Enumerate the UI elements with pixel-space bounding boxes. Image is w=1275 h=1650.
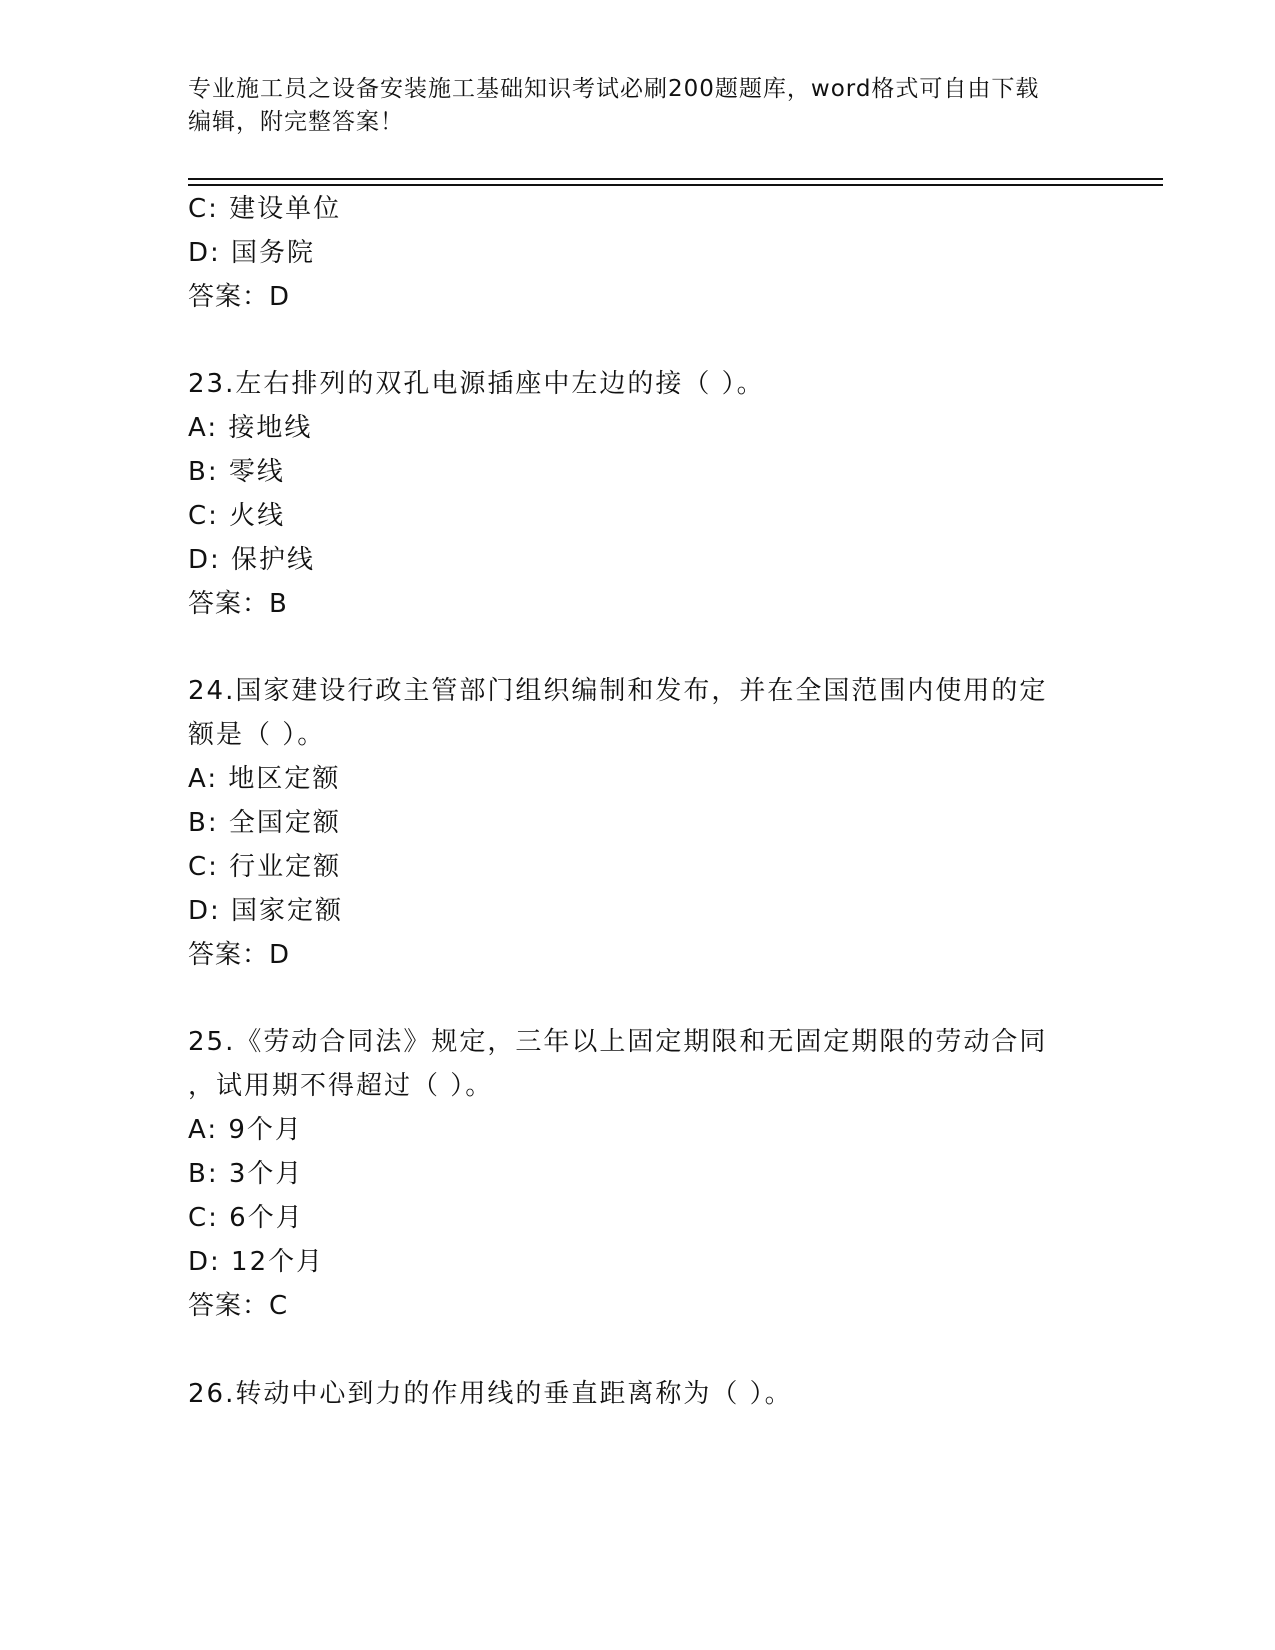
option-c: C: 6个月 xyxy=(188,1203,304,1233)
header-divider-bottom xyxy=(188,184,1163,186)
question-25-line-2: ，试用期不得超过（ ）。 xyxy=(188,1071,494,1101)
option-c: C: 火线 xyxy=(188,501,286,531)
option-a: A: 接地线 xyxy=(188,413,313,443)
option-d: D: 国家定额 xyxy=(188,896,344,926)
question-24-line-1: 24.国家建设行政主管部门组织编制和发布，并在全国范围内使用的定 xyxy=(188,676,1048,706)
option-b: B: 全国定额 xyxy=(188,808,341,838)
answer-line: 答案：B xyxy=(188,589,288,619)
question-26: 26.转动中心到力的作用线的垂直距离称为（ ）。 xyxy=(188,1379,793,1409)
option-c: C: 建设单位 xyxy=(188,194,342,224)
question-24-line-2: 额是（ ）。 xyxy=(188,720,326,750)
option-b: B: 3个月 xyxy=(188,1159,304,1189)
option-a: A: 9个月 xyxy=(188,1115,303,1145)
option-b: B: 零线 xyxy=(188,457,285,487)
header-divider-top xyxy=(188,178,1163,180)
question-23: 23.左右排列的双孔电源插座中左边的接（ ）。 xyxy=(188,369,765,399)
answer-line: 答案：D xyxy=(188,282,291,312)
answer-line: 答案：D xyxy=(188,940,291,970)
option-d: D: 国务院 xyxy=(188,238,316,268)
answer-line: 答案：C xyxy=(188,1291,289,1321)
option-d: D: 12个月 xyxy=(188,1247,325,1277)
option-c: C: 行业定额 xyxy=(188,852,342,882)
option-d: D: 保护线 xyxy=(188,545,316,575)
question-25-line-1: 25.《劳动合同法》规定，三年以上固定期限和无固定期限的劳动合同 xyxy=(188,1027,1048,1057)
option-a: A: 地区定额 xyxy=(188,764,341,794)
document-header: 专业施工员之设备安装施工基础知识考试必刷200题题库，word格式可自由下载 编辑，附完整答案！ xyxy=(188,76,1040,135)
